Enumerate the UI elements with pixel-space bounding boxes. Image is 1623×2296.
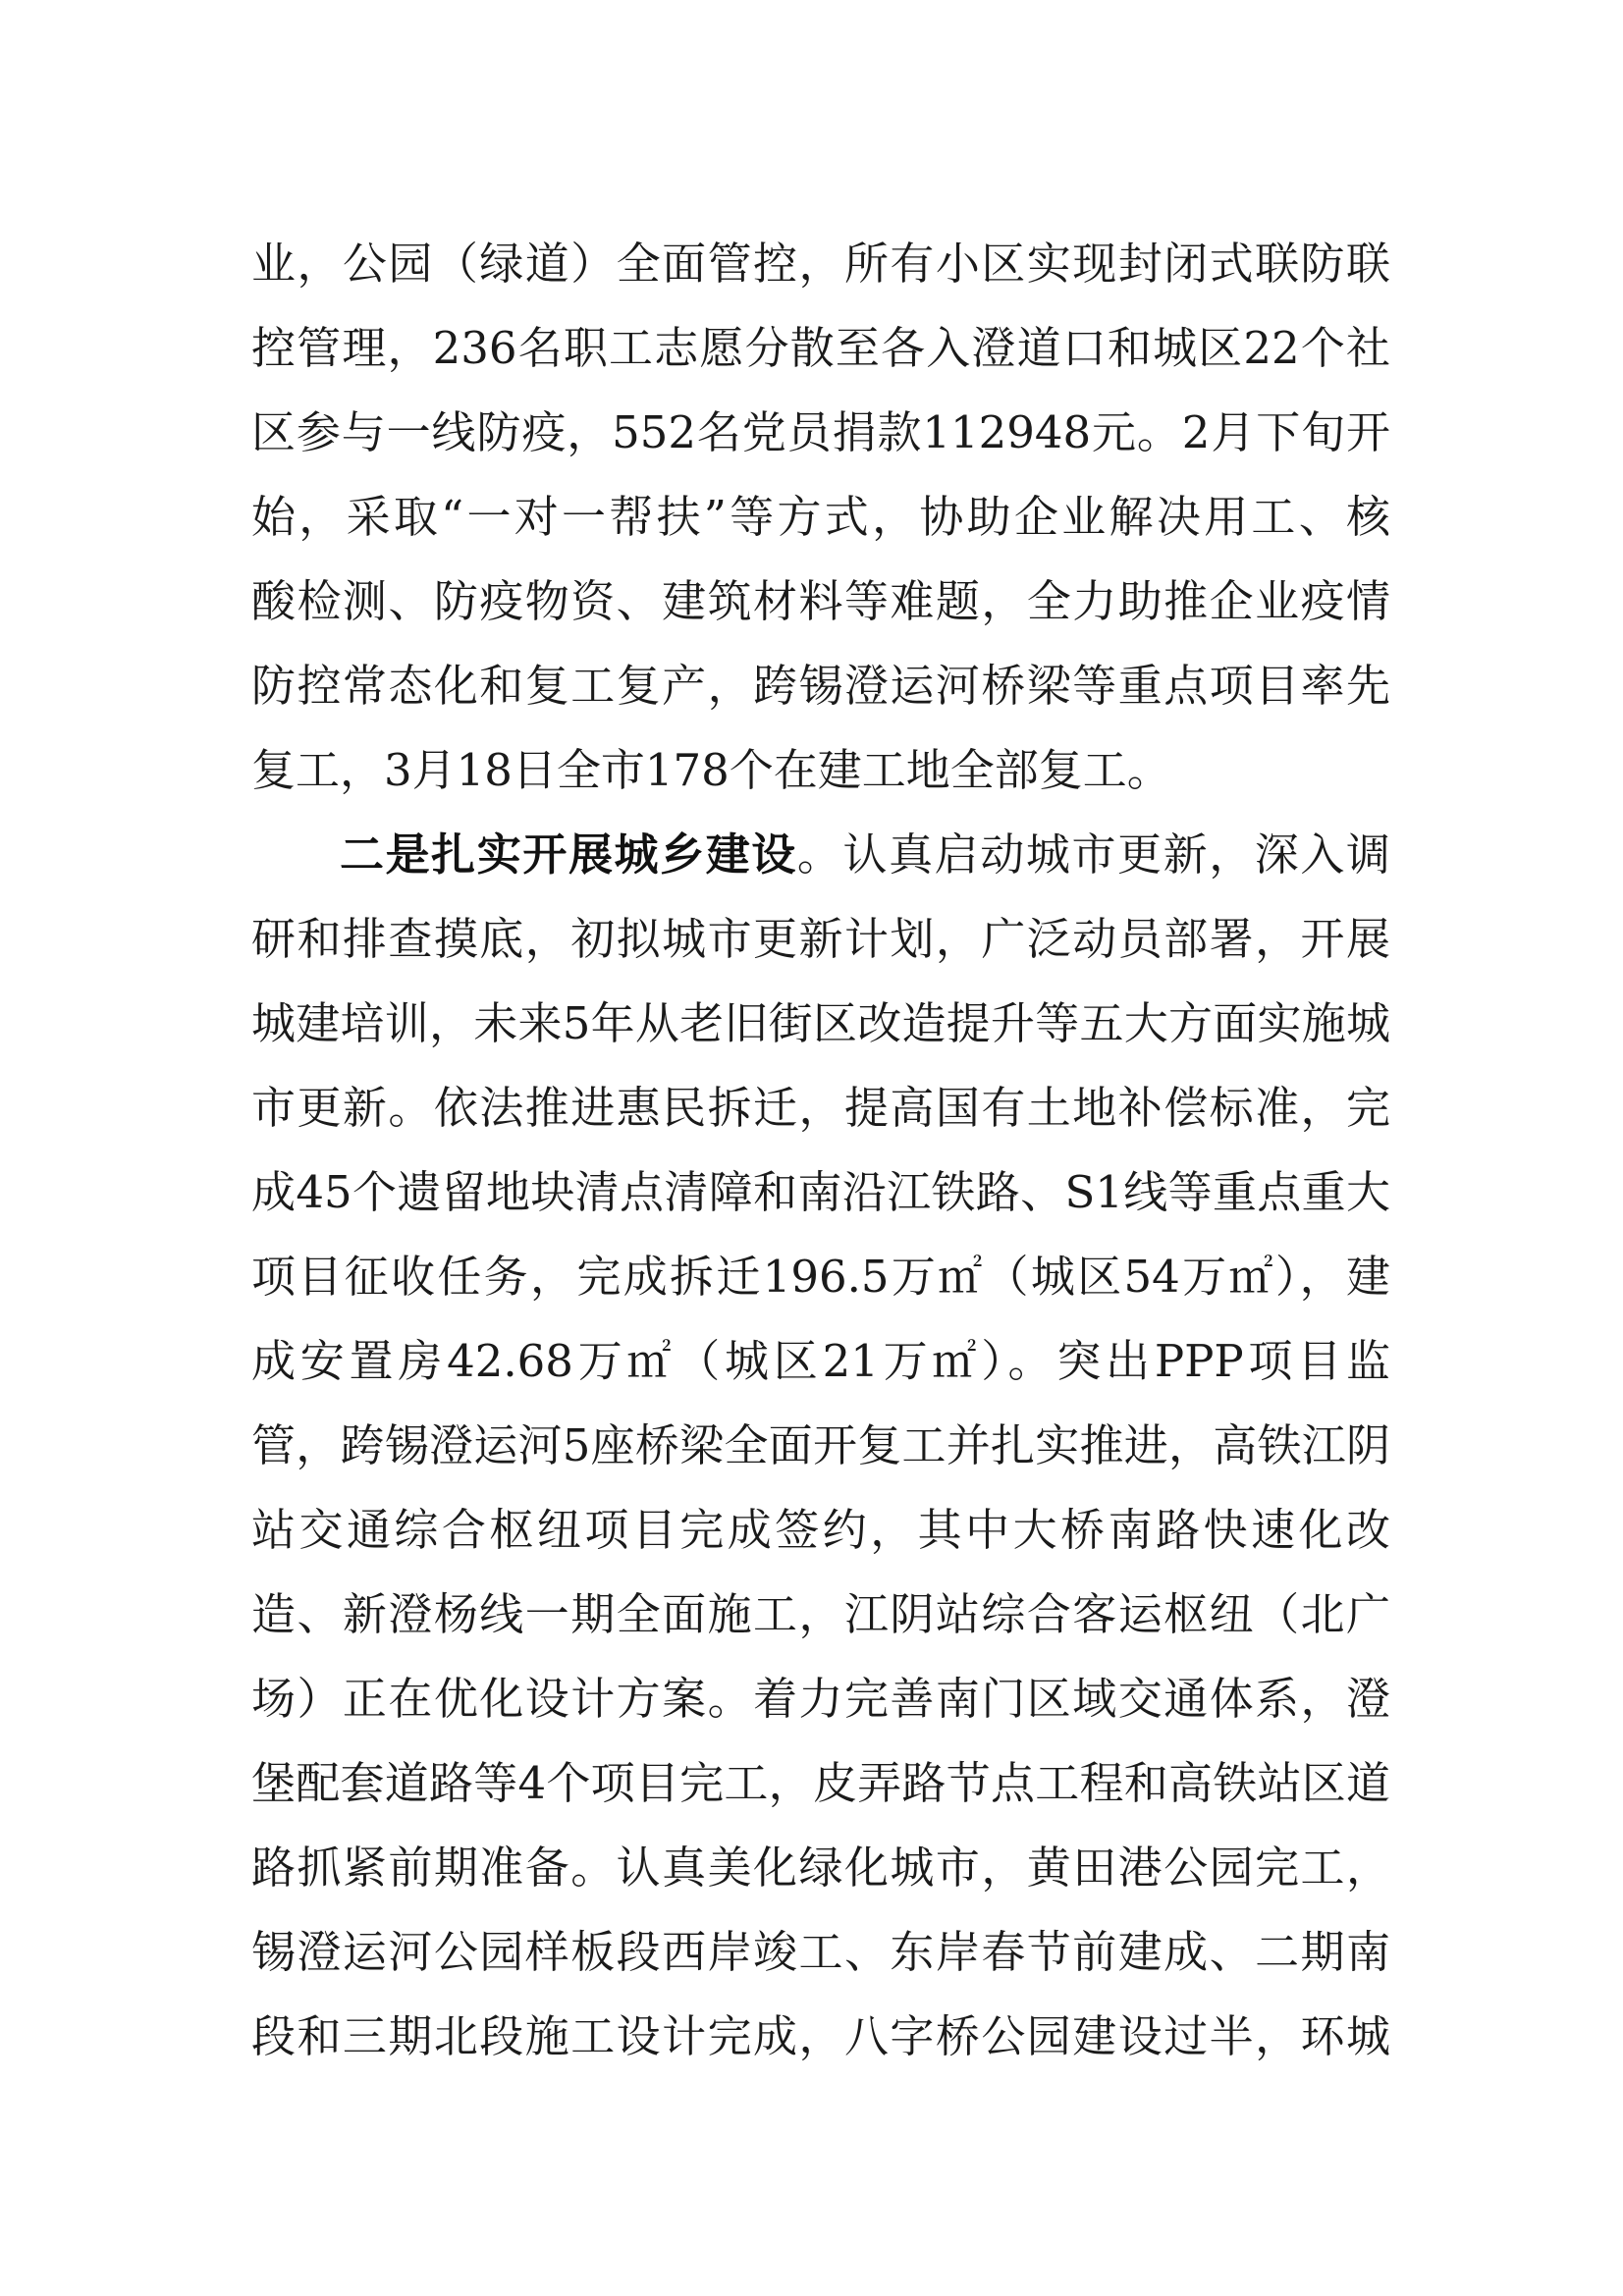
paragraph-line: 研和排查摸底，初拟城市更新计划，广泛动员部署，开展 [251,913,1390,965]
paragraph-line: 站交通综合枢纽项目完成签约，其中大桥南路快速化改 [251,1504,1390,1556]
heading-line-text: 。认真启动城市更新，深入调 [796,828,1390,881]
paragraph-line: 区参与一线防疫，552名党员捐款112948元。2月下旬开 [251,406,1390,458]
paragraph-line: 始，采取“一对一帮扶”等方式，协助企业解决用工、核 [251,491,1390,543]
paragraph-line: 堡配套道路等4个项目完工，皮弄路节点工程和高铁站区道 [251,1757,1390,1809]
body-text [251,222,1390,2079]
paragraph-line: 项目征收任务，完成拆迁196.5万㎡（城区54万㎡），建 [251,1251,1390,1303]
paragraph-line: 业，公园（绿道）全面管控，所有小区实现封闭式联防联 [251,238,1390,290]
paragraph-line: 段和三期北段施工设计完成，八字桥公园建设过半，环城 [251,2010,1390,2062]
paragraph-line: 管，跨锡澄运河5座桥梁全面开复工并扎实推进，高铁江阴 [251,1419,1390,1471]
paragraph-line: 成45个遗留地块清点清障和南沿江铁路、S1线等重点重大 [251,1166,1390,1218]
paragraph-line: 市更新。依法推进惠民拆迁，提高国有土地补偿标准，完 [251,1082,1390,1134]
paragraph-line: 造、新澄杨线一期全面施工，江阴站综合客运枢纽（北广 [251,1588,1390,1640]
paragraph-line: 场）正在优化设计方案。着力完善南门区域交通体系，澄 [251,1673,1390,1725]
paragraph-line: 控管理，236名职工志愿分散至各入澄道口和城区22个社 [251,322,1390,374]
paragraph-line: 复工，3月18日全市178个在建工地全部复工。 [251,744,1171,796]
paragraph-line: 城建培训，未来5年从老旧街区改造提升等五大方面实施城 [251,997,1390,1049]
paragraph-line: 路抓紧前期准备。认真美化绿化城市，黄田港公园完工， [251,1842,1390,1894]
paragraph-line: 锡澄运河公园样板段西岸竣工、东岸春节前建成、二期南 [251,1926,1390,1978]
paragraph-line: 酸检测、防疫物资、建筑材料等难题，全力助推企业疫情 [251,575,1390,627]
section-heading: 二是扎实开展城乡建设 [340,828,797,881]
paragraph-line: 成安置房42.68万㎡（城区21万㎡）。突出PPP项目监 [251,1335,1390,1387]
paragraph-heading-line [251,813,1390,897]
paragraph-line: 防控常态化和复工复产，跨锡澄运河桥梁等重点项目率先 [251,660,1390,712]
